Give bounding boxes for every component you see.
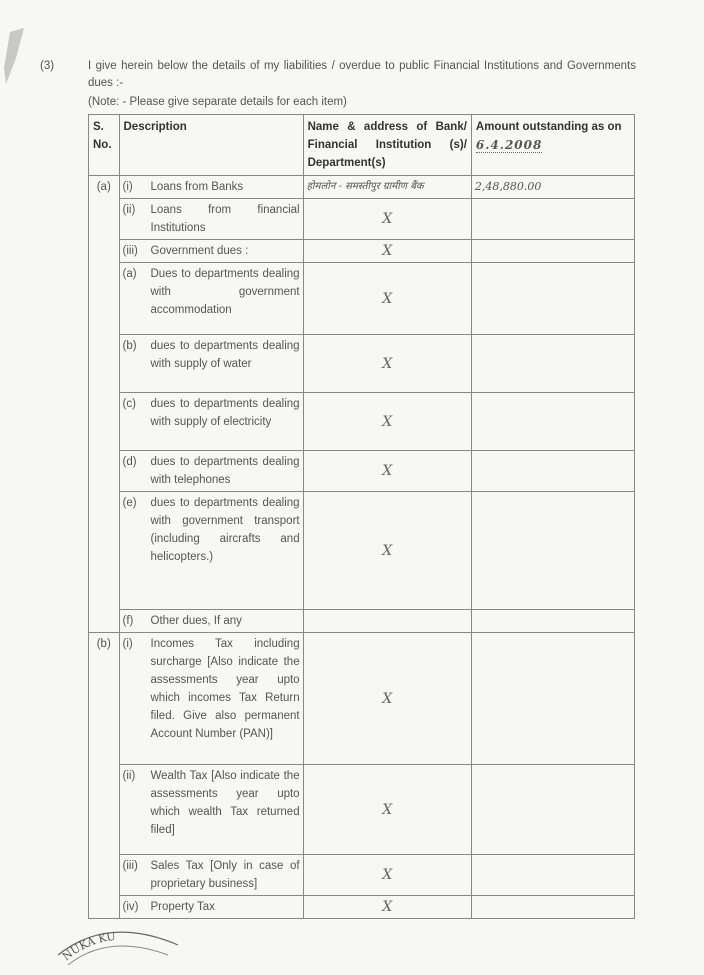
row-desc-text: Incomes Tax including surcharge [Also indicate the assessments year upto which incomes Tax Return filed. Give also permanent Account Number (PAN)] [150,638,300,740]
row-label: (i) [122,638,133,650]
row-description [119,451,303,492]
row-amount [471,240,634,263]
row-name-address [303,610,471,633]
row-desc-text: Government dues : [150,245,249,257]
row-desc-text: dues to departments dealing with supply of water [150,340,300,370]
row-desc-text: Loans from Banks [150,181,244,193]
row-description [119,492,303,610]
table-row [89,451,635,492]
row-desc-text: dues to departments dealing with supply of electricity [150,398,300,428]
table-row [89,633,635,765]
table-row [89,610,635,633]
scan-artifact [2,28,32,88]
header-amount [471,115,634,176]
row-sno [89,610,120,633]
row-sno [89,335,120,393]
row-sno [89,855,120,896]
row-amount [471,610,634,633]
row-label: (iv) [122,901,139,913]
row-desc-text: dues to departments dealing with government transport (including aircrafts and helicopters.) [150,497,300,563]
row-desc-text: Sales Tax [Only in case of proprietary business] [150,860,300,890]
row-sno [89,393,120,451]
row-name-address: X [303,199,471,240]
row-name-address: X [303,765,471,855]
row-sno: (b) [89,633,120,765]
row-sno [89,765,120,855]
row-label: (a) [122,268,137,280]
row-label: (ii) [122,204,136,216]
row-sno [89,240,120,263]
note-text: (Note: - Please give separate details for each item) [88,96,347,108]
row-label: (c) [122,398,136,410]
header-sno: S. No. [89,115,120,176]
row-label: (f) [122,615,134,627]
row-sno [89,451,120,492]
row-name-address: X [303,492,471,610]
stamp-text: NUKA KU [59,929,117,964]
row-description [119,176,303,199]
row-sno [89,263,120,335]
header-description: Description [119,115,303,176]
row-sno: (a) [89,176,120,199]
row-label: (e) [122,497,137,509]
table-header-row [89,115,635,176]
row-description [119,855,303,896]
row-label: (d) [122,456,137,468]
row-description [119,240,303,263]
row-name-address: X [303,335,471,393]
row-amount [471,896,634,919]
row-name-address: X [303,633,471,765]
row-amount [471,451,634,492]
row-name-address: X [303,451,471,492]
row-name-address: X [303,263,471,335]
row-description [119,199,303,240]
row-description [119,393,303,451]
intro-text: I give herein below the details of my liabilities / overdue to public Financial Institutions and Governments dues :- [88,60,636,89]
row-amount [471,855,634,896]
seal-stamp [48,915,188,975]
row-name-address: X [303,855,471,896]
row-desc-text: Wealth Tax [Also indicate the assessments year upto which wealth Tax returned filed] [150,770,300,836]
row-amount: 2,48,880.00 [471,176,634,199]
row-desc-text: dues to departments dealing with telephones [150,456,300,486]
header-amount-date: 6.4.2008 [475,138,543,152]
row-desc-text: Dues to departments dealing with government accommodation [150,268,300,316]
svg-text:NUKA KU [60,930,117,963]
liabilities-table [88,114,635,919]
header-amount-label: Amount outstanding as on [475,121,622,133]
row-amount [471,263,634,335]
row-sno [89,199,120,240]
row-amount [471,335,634,393]
row-label: (b) [122,340,137,352]
row-description [119,610,303,633]
row-amount [471,492,634,610]
table-row [89,263,635,335]
row-name-address: X [303,393,471,451]
row-amount [471,199,634,240]
table-row [89,393,635,451]
table-row [89,765,635,855]
row-amount [471,393,634,451]
row-sno [89,492,120,610]
row-name-address: X [303,240,471,263]
table-row [89,492,635,610]
row-amount [471,633,634,765]
row-name-address: X [303,896,471,919]
table-row [89,335,635,393]
row-description [119,765,303,855]
row-desc-text: Property Tax [150,901,215,913]
row-amount [471,765,634,855]
row-label: (iii) [122,245,138,257]
row-desc-text: Other dues, If any [150,615,242,627]
table-row [89,240,635,263]
header-name-address: Name & address of Bank/ Financial Institution (s)/ Department(s) [303,115,471,176]
row-label: (ii) [122,770,136,782]
row-desc-text: Loans from financial Institutions [150,204,300,234]
row-label: (i) [122,181,133,193]
row-description [119,263,303,335]
row-name-address: होमलोन - समस्तीपुर ग्रामीण बैंक [303,176,471,199]
row-description [119,633,303,765]
table-row [89,855,635,896]
row-label: (iii) [122,860,138,872]
row-description [119,335,303,393]
section-number: (3) [40,60,55,72]
table-row [89,199,635,240]
table-row [89,176,635,199]
